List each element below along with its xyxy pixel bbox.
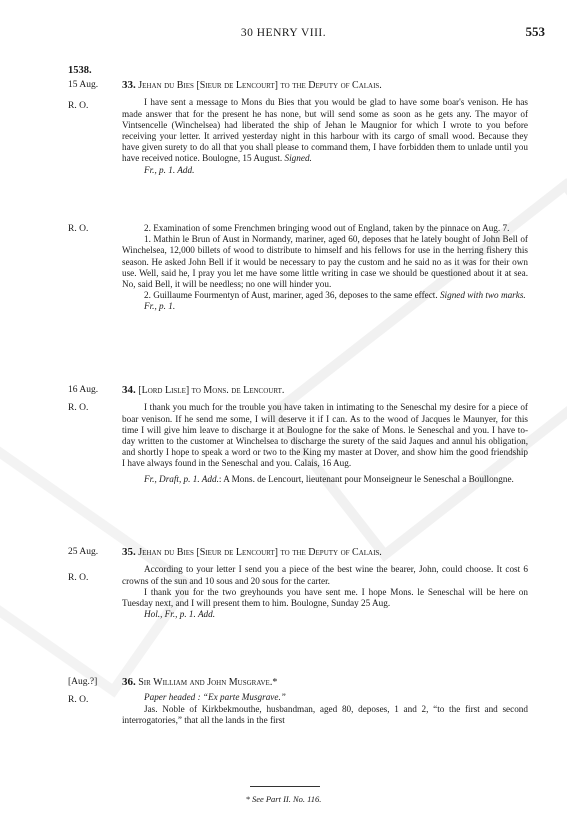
entry-35-para1: According to your letter I send you a piece of the best wine the bearer, John, could choose. It cost 6 crowns of the sun and 10 sous and 20 sous for the carter. <box>122 564 528 586</box>
entry-36-number: 36. <box>122 676 136 688</box>
entry-34-body: I thank you much for the trouble you have taken in intimating to the Seneschal my desire for a piece of boar venison. If he send me some, I will deserve it if I can. As to the wood of Jacques le Maunyer, for this time I will give him leave to discharge it at Boulogne for the sake of Mons. le Seneschal and you. I have to-day written to the customer at Winchelsea to discharge the surety of the said Jaques and annul his obligation, and shortly I hope to speak a word or two to the King my master at Dover, and show him the good friendship I have always found in the Seneschal and you. Calais, 16 Aug. <box>122 402 528 469</box>
entry-33-2-para2-text: 2. Guillaume Fourmentyn of Aust, mariner, aged 36, deposes to the same effect. <box>144 290 438 301</box>
entry-35-date: 25 Aug. <box>68 547 99 557</box>
entry-33-2-source: R. O. <box>68 224 89 234</box>
entry-36-paper: Paper headed : “Ex parte Musgrave.” <box>144 692 286 703</box>
footnote: * See Part II. No. 116. <box>245 794 322 804</box>
entry-36-source: R. O. <box>68 695 89 705</box>
entry-35-note: Hol., Fr., p. 1. Add. <box>144 609 216 620</box>
page-number: 553 <box>525 24 545 39</box>
entry-34 <box>122 384 528 485</box>
entry-35-para2: I thank you for the two greyhounds you have sent me. I hope Mons. le Seneschal will be here on Tuesday next, and I will present them to him. Boulogne, Sunday 25 Aug. <box>122 586 528 609</box>
entry-33-2-marks: Signed with two marks. <box>439 290 526 301</box>
entry-36-title: Sir William and John Musgrave.* <box>138 677 278 688</box>
entry-33-heading <box>122 79 528 92</box>
entry-34-note-address: : A Mons. de Lencourt, lieutenant pour Monseigneur le Seneschal a Boullongne. <box>218 473 514 484</box>
entry-36-date: [Aug.?] <box>68 677 98 687</box>
entry-33-text: I have sent a message to Mons du Bies that you would be glad to have some boar's venison. He has made answer that for the present he has none, but will send some as soon as he gets any. The mayor of Vintsencelle (Winchelsea) had liberated the ship of Jehan le Maugnior for which I wrote to you before receiving your letter. It arrived yesterday night in this harbour with its cargo of small wood. Because they have given surety to do all that you shall please to command them, I have forbidden them to unlade until you have received notice. Boulogne, 15 August. <box>122 97 528 164</box>
entry-33 <box>122 79 528 176</box>
entry-35 <box>122 546 528 620</box>
entry-36-body: Jas. Noble of Kirkbekmouthe, husbandman, aged 80, deposes, 1 and 2, “to the first and second interrogatories,” that all the lands in the first <box>122 703 528 725</box>
entry-36 <box>122 676 528 726</box>
entry-33-source: R. O. <box>68 101 89 111</box>
entry-33-note: Fr., p. 1. Add. <box>144 164 195 175</box>
entry-34-note-label: Fr., Draft, p. 1. Add. <box>144 473 219 484</box>
entry-34-heading <box>122 384 528 397</box>
running-title: 30 HENRY VIII. <box>240 27 327 39</box>
entry-35-source: R. O. <box>68 573 89 583</box>
entry-35-title: Jehan du Bies [Sieur de Lencourt] to the Deputy of Calais. <box>138 547 382 558</box>
entry-34-date: 16 Aug. <box>68 385 99 395</box>
entry-33-body <box>122 97 528 164</box>
entry-33-number: 33. <box>122 79 136 91</box>
entry-33-2-para1: 1. Mathin le Brun of Aust in Normandy, mariner, aged 60, deposes that he lately bought of John Bell of Winchelsea, 12,000 billets of wood to distribute to himself and his fellows for use in the herring fishery this season. He asked John Bell if it would be necessary to pay the custom and he said no as it was for their own use. Well, said he, I pray you let me have some little writing in case we should be questioned about it at sea. No, said Bell, it will be needless; no one will hinder you. <box>122 234 528 290</box>
entry-35-number: 35. <box>122 546 136 558</box>
year-marker: 1538. <box>68 65 92 76</box>
entry-34-title: [Lord Lisle] to Mons. de Lencourt. <box>138 385 285 396</box>
entry-33-signed: Signed. <box>284 153 312 164</box>
entry-33-2-para2 <box>122 290 528 301</box>
entry-33-title: Jehan du Bies [Sieur de Lencourt] to the Deputy of Calais. <box>138 80 382 91</box>
entry-34-number: 34. <box>122 384 136 396</box>
entry-34-note <box>122 474 528 485</box>
entry-35-heading <box>122 546 528 559</box>
entry-36-heading <box>122 676 528 689</box>
footnote-rule <box>250 786 320 787</box>
entry-33-2-note: Fr., p. 1. <box>144 301 176 312</box>
entry-33-date: 15 Aug. <box>68 80 99 90</box>
entry-34-source: R. O. <box>68 403 89 413</box>
entry-33-2 <box>122 223 528 313</box>
entry-33-2-heading: 2. Examination of some Frenchmen bringing wood out of England, taken by the pinnace on Aug. 7. <box>144 223 510 233</box>
